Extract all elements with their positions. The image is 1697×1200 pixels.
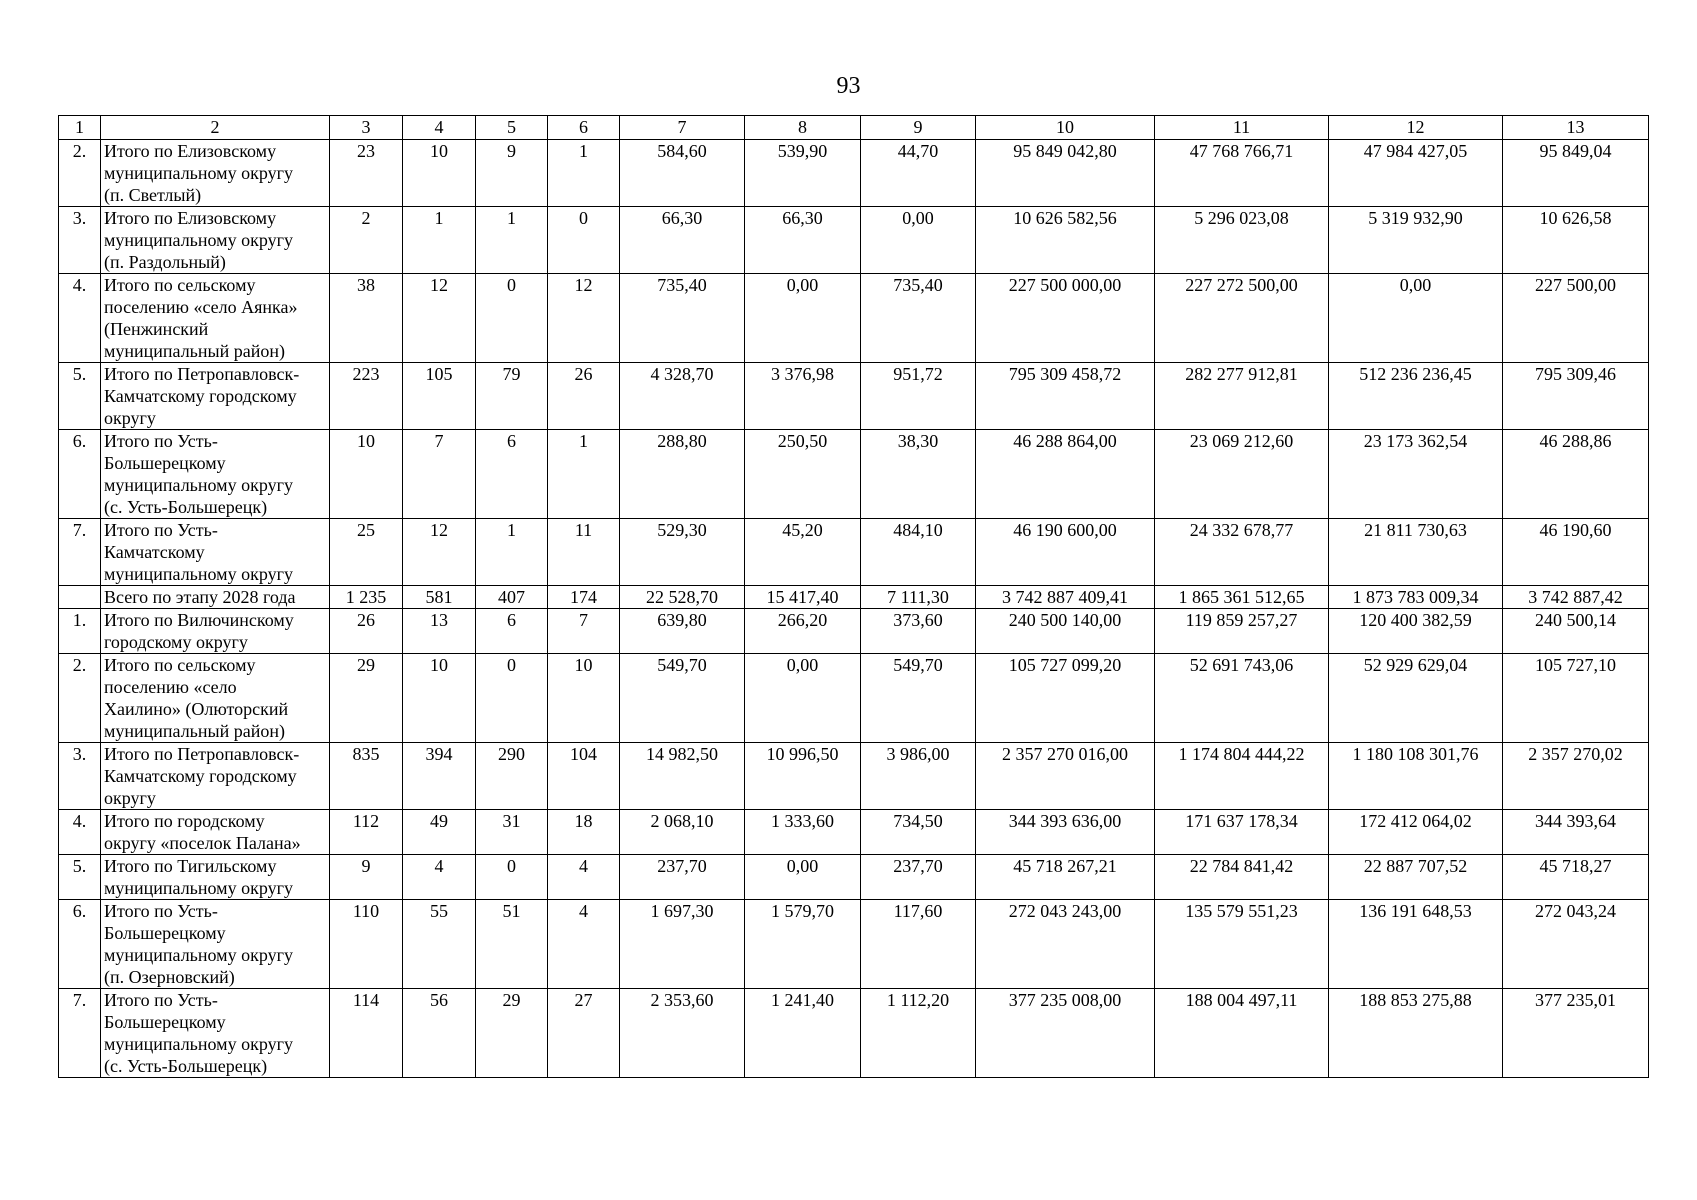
row-value-col-8: 1 241,40 (745, 989, 861, 1078)
row-value-col-3: 29 (330, 654, 403, 743)
row-value-col-4: 4 (403, 855, 476, 900)
row-value-col-6: 18 (548, 810, 620, 855)
row-name-line: Итого по городскому (104, 811, 265, 831)
row-value-col-6: 174 (548, 586, 620, 609)
row-name-line: муниципальному округу (104, 230, 293, 250)
row-value-col-6: 11 (548, 519, 620, 586)
row-name-line: Итого по Усть- (104, 990, 218, 1010)
row-name-line: Камчатскому городскому (104, 766, 297, 786)
row-number: 5. (59, 855, 101, 900)
row-name-line: Итого по Елизовскому (104, 208, 277, 228)
row-value-col-12: 172 412 064,02 (1329, 810, 1503, 855)
row-name-line: (Пенжинский (104, 319, 209, 339)
row-value-col-5: 6 (476, 430, 548, 519)
row-value-col-9: 735,40 (861, 274, 976, 363)
row-name-line: Итого по Вилючинскому (104, 610, 294, 630)
row-value-col-3: 835 (330, 743, 403, 810)
row-value-col-13: 227 500,00 (1503, 274, 1649, 363)
column-header: 5 (476, 116, 548, 140)
page-number: 93 (836, 73, 861, 99)
row-value-col-7: 529,30 (620, 519, 745, 586)
row-value-col-10: 3 742 887 409,41 (976, 586, 1155, 609)
row-value-col-4: 12 (403, 519, 476, 586)
row-value-col-10: 105 727 099,20 (976, 654, 1155, 743)
row-number (59, 586, 101, 609)
column-header: 2 (101, 116, 330, 140)
column-header: 4 (403, 116, 476, 140)
column-header: 10 (976, 116, 1155, 140)
row-value-col-5: 1 (476, 519, 548, 586)
row-value-col-4: 12 (403, 274, 476, 363)
row-value-col-5: 6 (476, 609, 548, 654)
row-value-col-6: 1 (548, 430, 620, 519)
row-value-col-13: 45 718,27 (1503, 855, 1649, 900)
row-value-col-12: 1 180 108 301,76 (1329, 743, 1503, 810)
row-value-col-5: 0 (476, 274, 548, 363)
row-name-line: (п. Раздольный) (104, 252, 226, 272)
row-value-col-3: 10 (330, 430, 403, 519)
row-value-col-3: 223 (330, 363, 403, 430)
row-value-col-7: 4 328,70 (620, 363, 745, 430)
row-value-col-10: 272 043 243,00 (976, 900, 1155, 989)
row-value-col-9: 38,30 (861, 430, 976, 519)
row-value-col-10: 344 393 636,00 (976, 810, 1155, 855)
row-value-col-10: 46 288 864,00 (976, 430, 1155, 519)
row-value-col-8: 0,00 (745, 274, 861, 363)
row-value-col-4: 13 (403, 609, 476, 654)
row-name-line: (с. Усть-Большерецк) (104, 1056, 268, 1076)
row-value-col-8: 3 376,98 (745, 363, 861, 430)
table-row (59, 743, 1649, 810)
column-header: 1 (59, 116, 101, 140)
row-value-col-4: 10 (403, 140, 476, 207)
row-name (101, 855, 330, 900)
row-value-col-7: 288,80 (620, 430, 745, 519)
row-value-col-7: 639,80 (620, 609, 745, 654)
column-header: 6 (548, 116, 620, 140)
row-value-col-11: 171 637 178,34 (1155, 810, 1329, 855)
row-value-col-4: 394 (403, 743, 476, 810)
row-name-line: Камчатскому (104, 542, 205, 562)
row-name (101, 207, 330, 274)
row-value-col-11: 188 004 497,11 (1155, 989, 1329, 1078)
row-value-col-9: 549,70 (861, 654, 976, 743)
row-name (101, 609, 330, 654)
row-value-col-4: 56 (403, 989, 476, 1078)
row-value-col-12: 22 887 707,52 (1329, 855, 1503, 900)
row-number: 6. (59, 430, 101, 519)
row-value-col-5: 9 (476, 140, 548, 207)
row-value-col-8: 45,20 (745, 519, 861, 586)
row-name-line: Итого по Елизовскому (104, 141, 277, 161)
row-name-line: Итого по Петропавловск- (104, 364, 300, 384)
table-row (59, 855, 1649, 900)
row-name (101, 900, 330, 989)
row-name-line: муниципальному округу (104, 163, 293, 183)
row-value-col-13: 272 043,24 (1503, 900, 1649, 989)
row-value-col-3: 26 (330, 609, 403, 654)
table-row (59, 207, 1649, 274)
row-value-col-7: 2 068,10 (620, 810, 745, 855)
row-name (101, 743, 330, 810)
row-value-col-7: 549,70 (620, 654, 745, 743)
row-value-col-9: 951,72 (861, 363, 976, 430)
row-value-col-8: 1 579,70 (745, 900, 861, 989)
row-number: 6. (59, 900, 101, 989)
row-value-col-6: 4 (548, 855, 620, 900)
row-number: 2. (59, 654, 101, 743)
row-value-col-7: 584,60 (620, 140, 745, 207)
row-value-col-11: 52 691 743,06 (1155, 654, 1329, 743)
table-row (59, 900, 1649, 989)
row-value-col-13: 795 309,46 (1503, 363, 1649, 430)
row-value-col-5: 407 (476, 586, 548, 609)
row-number: 5. (59, 363, 101, 430)
row-value-col-10: 10 626 582,56 (976, 207, 1155, 274)
row-value-col-13: 46 288,86 (1503, 430, 1649, 519)
row-value-col-9: 734,50 (861, 810, 976, 855)
table-row (59, 519, 1649, 586)
table-row (59, 654, 1649, 743)
row-value-col-12: 5 319 932,90 (1329, 207, 1503, 274)
row-value-col-12: 52 929 629,04 (1329, 654, 1503, 743)
row-value-col-10: 46 190 600,00 (976, 519, 1155, 586)
table-row (59, 363, 1649, 430)
row-value-col-5: 29 (476, 989, 548, 1078)
row-value-col-7: 1 697,30 (620, 900, 745, 989)
row-value-col-11: 227 272 500,00 (1155, 274, 1329, 363)
row-name-line: муниципальному округу (104, 945, 293, 965)
row-number: 2. (59, 140, 101, 207)
table-row (59, 989, 1649, 1078)
row-value-col-8: 539,90 (745, 140, 861, 207)
row-value-col-5: 0 (476, 654, 548, 743)
row-value-col-13: 95 849,04 (1503, 140, 1649, 207)
table-row (59, 274, 1649, 363)
row-value-col-9: 0,00 (861, 207, 976, 274)
row-value-col-8: 250,50 (745, 430, 861, 519)
row-value-col-5: 1 (476, 207, 548, 274)
row-value-col-4: 1 (403, 207, 476, 274)
column-header: 8 (745, 116, 861, 140)
column-header: 3 (330, 116, 403, 140)
row-name-line: Хаилино» (Олюторский (104, 699, 289, 719)
row-value-col-13: 240 500,14 (1503, 609, 1649, 654)
row-value-col-7: 66,30 (620, 207, 745, 274)
row-value-col-13: 105 727,10 (1503, 654, 1649, 743)
row-value-col-13: 10 626,58 (1503, 207, 1649, 274)
row-value-col-8: 1 333,60 (745, 810, 861, 855)
row-value-col-9: 117,60 (861, 900, 976, 989)
row-value-col-3: 2 (330, 207, 403, 274)
row-value-col-4: 581 (403, 586, 476, 609)
row-value-col-11: 119 859 257,27 (1155, 609, 1329, 654)
table-row (59, 430, 1649, 519)
table-body (59, 140, 1649, 1078)
row-name-line: Итого по сельскому (104, 655, 256, 675)
row-value-col-3: 9 (330, 855, 403, 900)
row-name-line: Всего по этапу 2028 года (104, 587, 296, 607)
row-name-line: Итого по Усть- (104, 520, 218, 540)
row-value-col-9: 44,70 (861, 140, 976, 207)
row-value-col-5: 51 (476, 900, 548, 989)
row-name-line: Большерецкому (104, 923, 226, 943)
row-name-line: Камчатскому городскому (104, 386, 297, 406)
row-value-col-9: 1 112,20 (861, 989, 976, 1078)
row-value-col-6: 26 (548, 363, 620, 430)
row-name-line: Большерецкому (104, 1012, 226, 1032)
row-name-line: городскому округу (104, 632, 248, 652)
row-value-col-11: 24 332 678,77 (1155, 519, 1329, 586)
row-value-col-3: 112 (330, 810, 403, 855)
table-header (59, 116, 1649, 140)
table-row (59, 810, 1649, 855)
row-value-col-13: 2 357 270,02 (1503, 743, 1649, 810)
row-value-col-9: 237,70 (861, 855, 976, 900)
row-value-col-3: 110 (330, 900, 403, 989)
row-value-col-7: 14 982,50 (620, 743, 745, 810)
row-value-col-7: 22 528,70 (620, 586, 745, 609)
column-header: 7 (620, 116, 745, 140)
column-header: 13 (1503, 116, 1649, 140)
row-value-col-10: 2 357 270 016,00 (976, 743, 1155, 810)
row-name (101, 989, 330, 1078)
table-row (59, 586, 1649, 609)
row-value-col-13: 3 742 887,42 (1503, 586, 1649, 609)
row-name (101, 586, 330, 609)
row-value-col-5: 0 (476, 855, 548, 900)
row-value-col-3: 38 (330, 274, 403, 363)
row-value-col-10: 45 718 267,21 (976, 855, 1155, 900)
row-value-col-9: 484,10 (861, 519, 976, 586)
row-value-col-11: 135 579 551,23 (1155, 900, 1329, 989)
row-value-col-11: 5 296 023,08 (1155, 207, 1329, 274)
row-name-line: муниципальный район) (104, 341, 286, 361)
row-value-col-5: 79 (476, 363, 548, 430)
row-value-col-12: 47 984 427,05 (1329, 140, 1503, 207)
row-value-col-11: 1 865 361 512,65 (1155, 586, 1329, 609)
row-number: 1. (59, 609, 101, 654)
row-value-col-7: 237,70 (620, 855, 745, 900)
row-value-col-10: 95 849 042,80 (976, 140, 1155, 207)
row-number: 4. (59, 810, 101, 855)
row-name-line: Большерецкому (104, 453, 226, 473)
row-value-col-13: 46 190,60 (1503, 519, 1649, 586)
row-name-line: округу (104, 408, 156, 428)
row-name-line: муниципальному округу (104, 878, 293, 898)
row-name-line: округу «поселок Палана» (104, 833, 301, 853)
row-name-line: поселению «село Аянка» (104, 297, 298, 317)
row-value-col-12: 1 873 783 009,34 (1329, 586, 1503, 609)
row-value-col-6: 4 (548, 900, 620, 989)
row-value-col-8: 266,20 (745, 609, 861, 654)
row-value-col-12: 21 811 730,63 (1329, 519, 1503, 586)
row-value-col-12: 120 400 382,59 (1329, 609, 1503, 654)
row-value-col-6: 104 (548, 743, 620, 810)
row-value-col-8: 0,00 (745, 855, 861, 900)
row-value-col-6: 12 (548, 274, 620, 363)
row-number: 3. (59, 743, 101, 810)
row-value-col-8: 0,00 (745, 654, 861, 743)
row-number: 3. (59, 207, 101, 274)
row-name-line: (п. Озерновский) (104, 967, 235, 987)
row-name (101, 810, 330, 855)
row-name-line: поселению «село (104, 677, 237, 697)
row-value-col-5: 31 (476, 810, 548, 855)
row-name (101, 140, 330, 207)
row-value-col-11: 23 069 212,60 (1155, 430, 1329, 519)
row-name-line: муниципальному округу (104, 1034, 293, 1054)
row-value-col-4: 7 (403, 430, 476, 519)
column-header: 11 (1155, 116, 1329, 140)
row-name (101, 654, 330, 743)
row-value-col-5: 290 (476, 743, 548, 810)
row-number: 7. (59, 989, 101, 1078)
row-value-col-9: 7 111,30 (861, 586, 976, 609)
row-value-col-4: 55 (403, 900, 476, 989)
row-value-col-8: 10 996,50 (745, 743, 861, 810)
row-name-line: Итого по Усть- (104, 431, 218, 451)
row-value-col-3: 23 (330, 140, 403, 207)
row-value-col-3: 114 (330, 989, 403, 1078)
row-value-col-8: 15 417,40 (745, 586, 861, 609)
row-name-line: Итого по Тигильскому (104, 856, 277, 876)
row-value-col-13: 377 235,01 (1503, 989, 1649, 1078)
row-value-col-11: 1 174 804 444,22 (1155, 743, 1329, 810)
column-header: 9 (861, 116, 976, 140)
row-value-col-12: 136 191 648,53 (1329, 900, 1503, 989)
row-name-line: муниципальный район) (104, 721, 286, 741)
row-value-col-9: 3 986,00 (861, 743, 976, 810)
row-name-line: Итого по сельскому (104, 275, 256, 295)
row-value-col-3: 25 (330, 519, 403, 586)
row-name (101, 274, 330, 363)
row-value-col-11: 47 768 766,71 (1155, 140, 1329, 207)
table-row (59, 140, 1649, 207)
row-name-line: (с. Усть-Большерецк) (104, 497, 268, 517)
row-name-line: муниципальному округу (104, 564, 293, 584)
row-value-col-7: 2 353,60 (620, 989, 745, 1078)
row-value-col-12: 512 236 236,45 (1329, 363, 1503, 430)
header-row (59, 116, 1649, 140)
row-value-col-6: 7 (548, 609, 620, 654)
row-name (101, 519, 330, 586)
row-value-col-12: 188 853 275,88 (1329, 989, 1503, 1078)
row-value-col-12: 0,00 (1329, 274, 1503, 363)
row-name (101, 430, 330, 519)
row-name (101, 363, 330, 430)
row-value-col-7: 735,40 (620, 274, 745, 363)
table-row (59, 609, 1649, 654)
row-value-col-6: 10 (548, 654, 620, 743)
row-value-col-6: 27 (548, 989, 620, 1078)
data-table (58, 115, 1649, 1078)
row-value-col-10: 795 309 458,72 (976, 363, 1155, 430)
row-value-col-6: 1 (548, 140, 620, 207)
row-value-col-9: 373,60 (861, 609, 976, 654)
row-value-col-12: 23 173 362,54 (1329, 430, 1503, 519)
row-name-line: Итого по Усть- (104, 901, 218, 921)
column-header: 12 (1329, 116, 1503, 140)
row-name-line: округу (104, 788, 156, 808)
row-value-col-8: 66,30 (745, 207, 861, 274)
row-name-line: Итого по Петропавловск- (104, 744, 300, 764)
row-value-col-11: 22 784 841,42 (1155, 855, 1329, 900)
row-value-col-4: 10 (403, 654, 476, 743)
row-value-col-4: 105 (403, 363, 476, 430)
row-number: 7. (59, 519, 101, 586)
row-value-col-10: 240 500 140,00 (976, 609, 1155, 654)
row-value-col-4: 49 (403, 810, 476, 855)
row-value-col-13: 344 393,64 (1503, 810, 1649, 855)
row-value-col-11: 282 277 912,81 (1155, 363, 1329, 430)
row-value-col-10: 227 500 000,00 (976, 274, 1155, 363)
row-value-col-6: 0 (548, 207, 620, 274)
row-value-col-3: 1 235 (330, 586, 403, 609)
row-name-line: муниципальному округу (104, 475, 293, 495)
row-number: 4. (59, 274, 101, 363)
row-name-line: (п. Светлый) (104, 185, 202, 205)
row-value-col-10: 377 235 008,00 (976, 989, 1155, 1078)
